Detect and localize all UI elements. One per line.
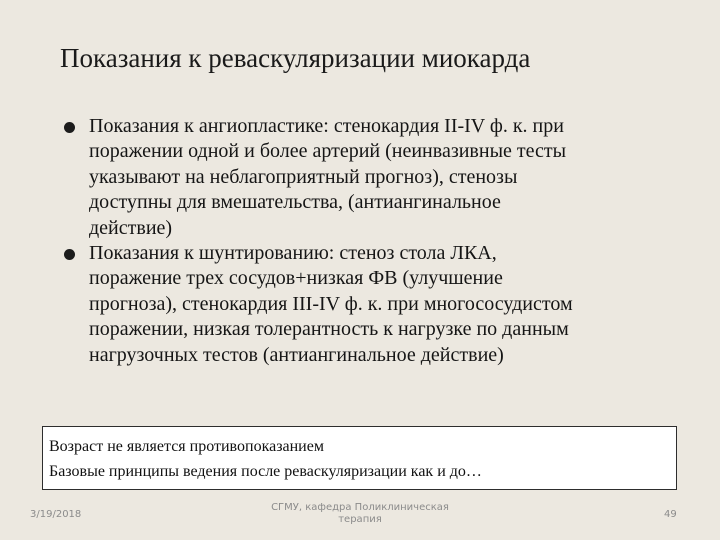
bullet-text	[89, 114, 670, 241]
bullet-line: прогноза), стенокардия III-IV ф. к. при многососудистом	[89, 292, 573, 315]
bullet-item-angioplasty	[60, 114, 670, 241]
bullet-line: поражении одной и более артерий (неинвазивные тесты	[89, 140, 567, 163]
bullet-line: Показания к ангиопластике: стенокардия II-IV ф. к. при	[89, 115, 564, 137]
slide-title: Показания к реваскуляризации миокарда	[60, 43, 531, 73]
footer-date: 3/19/2018	[30, 509, 82, 520]
note-box	[42, 426, 677, 490]
bullet-text	[89, 241, 670, 368]
bullet-line: поражение трех сосудов+низкая ФВ (улучшение	[89, 267, 503, 290]
bullet-line: действие)	[89, 216, 173, 239]
bullet-line: указывают на неблагоприятный прогноз), стенозы	[89, 165, 518, 188]
bullet-line: доступны для вмешательства, (антиангинальное	[89, 191, 501, 214]
bullet-icon	[64, 122, 75, 133]
footer-organization-line: СГМУ, кафедра Поликлиническая	[271, 502, 449, 513]
footer-organization-line: терапия	[338, 514, 382, 525]
bullet-item-bypass	[60, 241, 670, 368]
note-line: Возраст не является противопоказанием	[49, 438, 324, 455]
footer-organization	[260, 502, 460, 526]
bullet-icon	[64, 249, 75, 260]
bullet-line: нагрузочных тестов (антиангинальное действие)	[89, 343, 504, 366]
page-number: 49	[664, 509, 677, 520]
bullet-line: поражении, низкая толерантность к нагрузке по данным	[89, 318, 569, 341]
note-line: Базовые принципы ведения после реваскуляризации как и до…	[49, 463, 482, 480]
bullet-list	[60, 114, 670, 368]
bullet-line: Показания к шунтированию: стеноз стола ЛКА,	[89, 242, 497, 265]
